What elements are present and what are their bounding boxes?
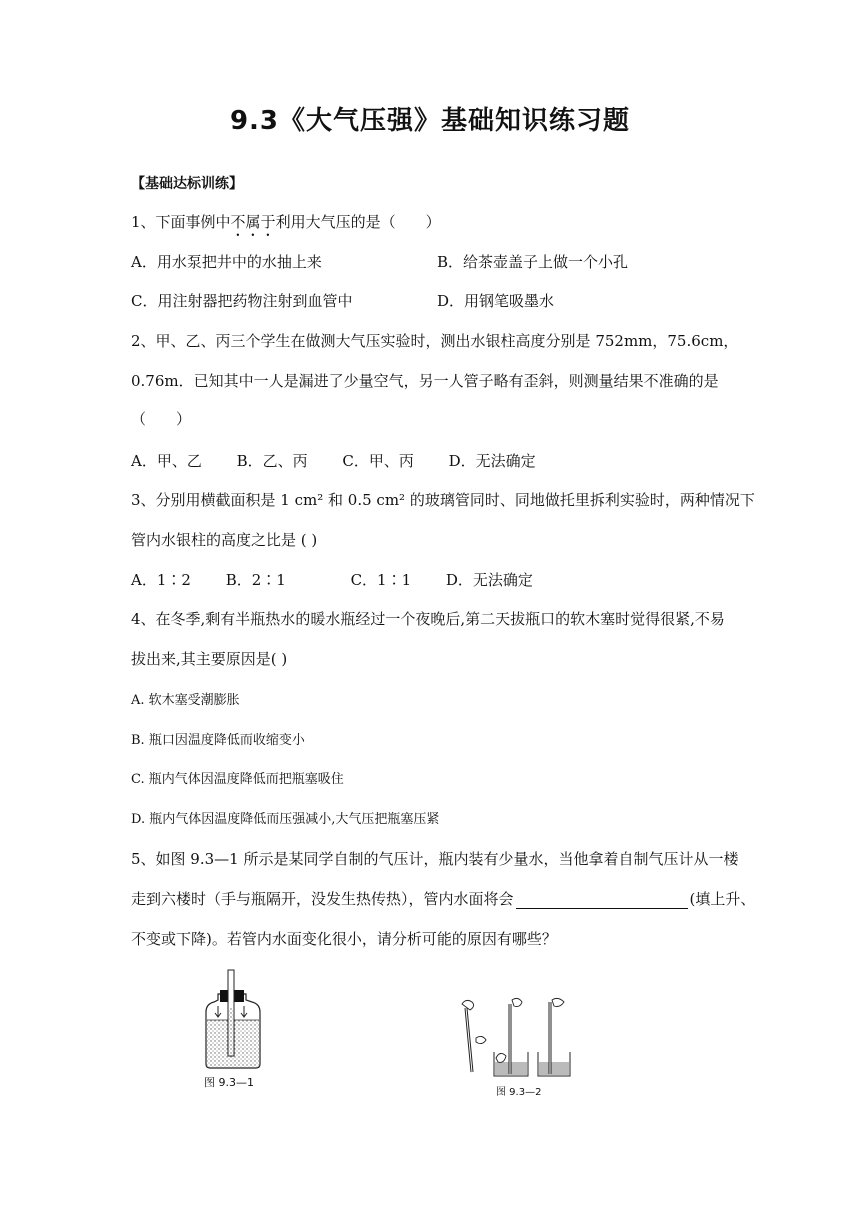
question-5-line: 不变或下降)。若管内水面变化很小，请分析可能的原因有哪些？	[131, 930, 557, 948]
q4-option-c: C. 瓶内气体因温度降低而把瓶塞吸住	[131, 772, 344, 787]
question-2-line: （ ）	[131, 410, 192, 428]
q4-option-d: D. 瓶内气体因温度降低而压强减小,大气压把瓶塞压紧	[131, 812, 440, 827]
q1-option-b: B．给茶壶盖子上做一个小孔	[437, 253, 629, 271]
q5-text: (填上升、	[689, 890, 756, 908]
q5-text: 走到六楼时（手与瓶隔开，没发生热传热），管内水面将会	[131, 890, 514, 908]
q4-option-b: B. 瓶口因温度降低而收缩变小	[131, 733, 305, 748]
q1-stem-part: 利用大气压的是（ ）	[275, 213, 441, 231]
question-2-line: 2、甲、乙、丙三个学生在做测大气压实验时，测出水银柱高度分别是 752mm，75.6cm，	[131, 332, 739, 350]
q4-option-a: A. 软木塞受潮膨胀	[131, 693, 240, 708]
question-1-stem	[131, 211, 441, 240]
q1-stem-part: 1、下面事例中	[131, 213, 231, 231]
answer-blank[interactable]	[516, 892, 688, 909]
question-3-line: 管内水银柱的高度之比是 ( )	[131, 531, 318, 549]
page-title: 9.3《大气压强》基础知识练习题	[229, 106, 631, 136]
figure-1-caption: 图 9.3—1	[204, 1076, 254, 1089]
q1-emphasis: 不属于	[230, 213, 276, 231]
question-4-line: 4、在冬季,剩有半瓶热水的暖水瓶经过一个夜晚后,第二天拔瓶口的软木塞时觉得很紧,不易	[131, 610, 725, 628]
q1-option-d: D．用钢笔吸墨水	[437, 292, 555, 310]
barometer-figure	[198, 968, 268, 1072]
figure-2-caption: 图 9.3—2	[496, 1087, 542, 1098]
q2-options: A．甲、乙 B．乙、丙 C．甲、丙 D．无法确定	[131, 452, 536, 470]
q1-option-c: C．用注射器把药物注射到血管中	[131, 292, 353, 310]
q3-options: A．1∶2 B．2∶1 C．1∶1 D．无法确定	[131, 571, 533, 589]
straw-experiment-figure	[458, 996, 578, 1080]
q1-option-a: A．用水泵把井中的水抽上来	[131, 253, 322, 271]
question-2-line: 0.76m．已知其中一人是漏进了少量空气，另一人管子略有歪斜，则测量结果不准确的是	[131, 372, 719, 390]
question-5-line	[131, 888, 755, 909]
question-3-line: 3、分别用横截面积是 1 cm² 和 0.5 cm² 的玻璃管同时、同地做托里拆利实验时，两种情况下	[131, 491, 755, 509]
question-5-line: 5、如图 9.3—1 所示是某同学自制的气压计，瓶内装有少量水，当他拿着自制气压计从一楼	[131, 850, 739, 868]
question-4-line: 拔出来,其主要原因是( )	[131, 650, 288, 668]
section-heading: 【基础达标训练】	[131, 176, 243, 192]
